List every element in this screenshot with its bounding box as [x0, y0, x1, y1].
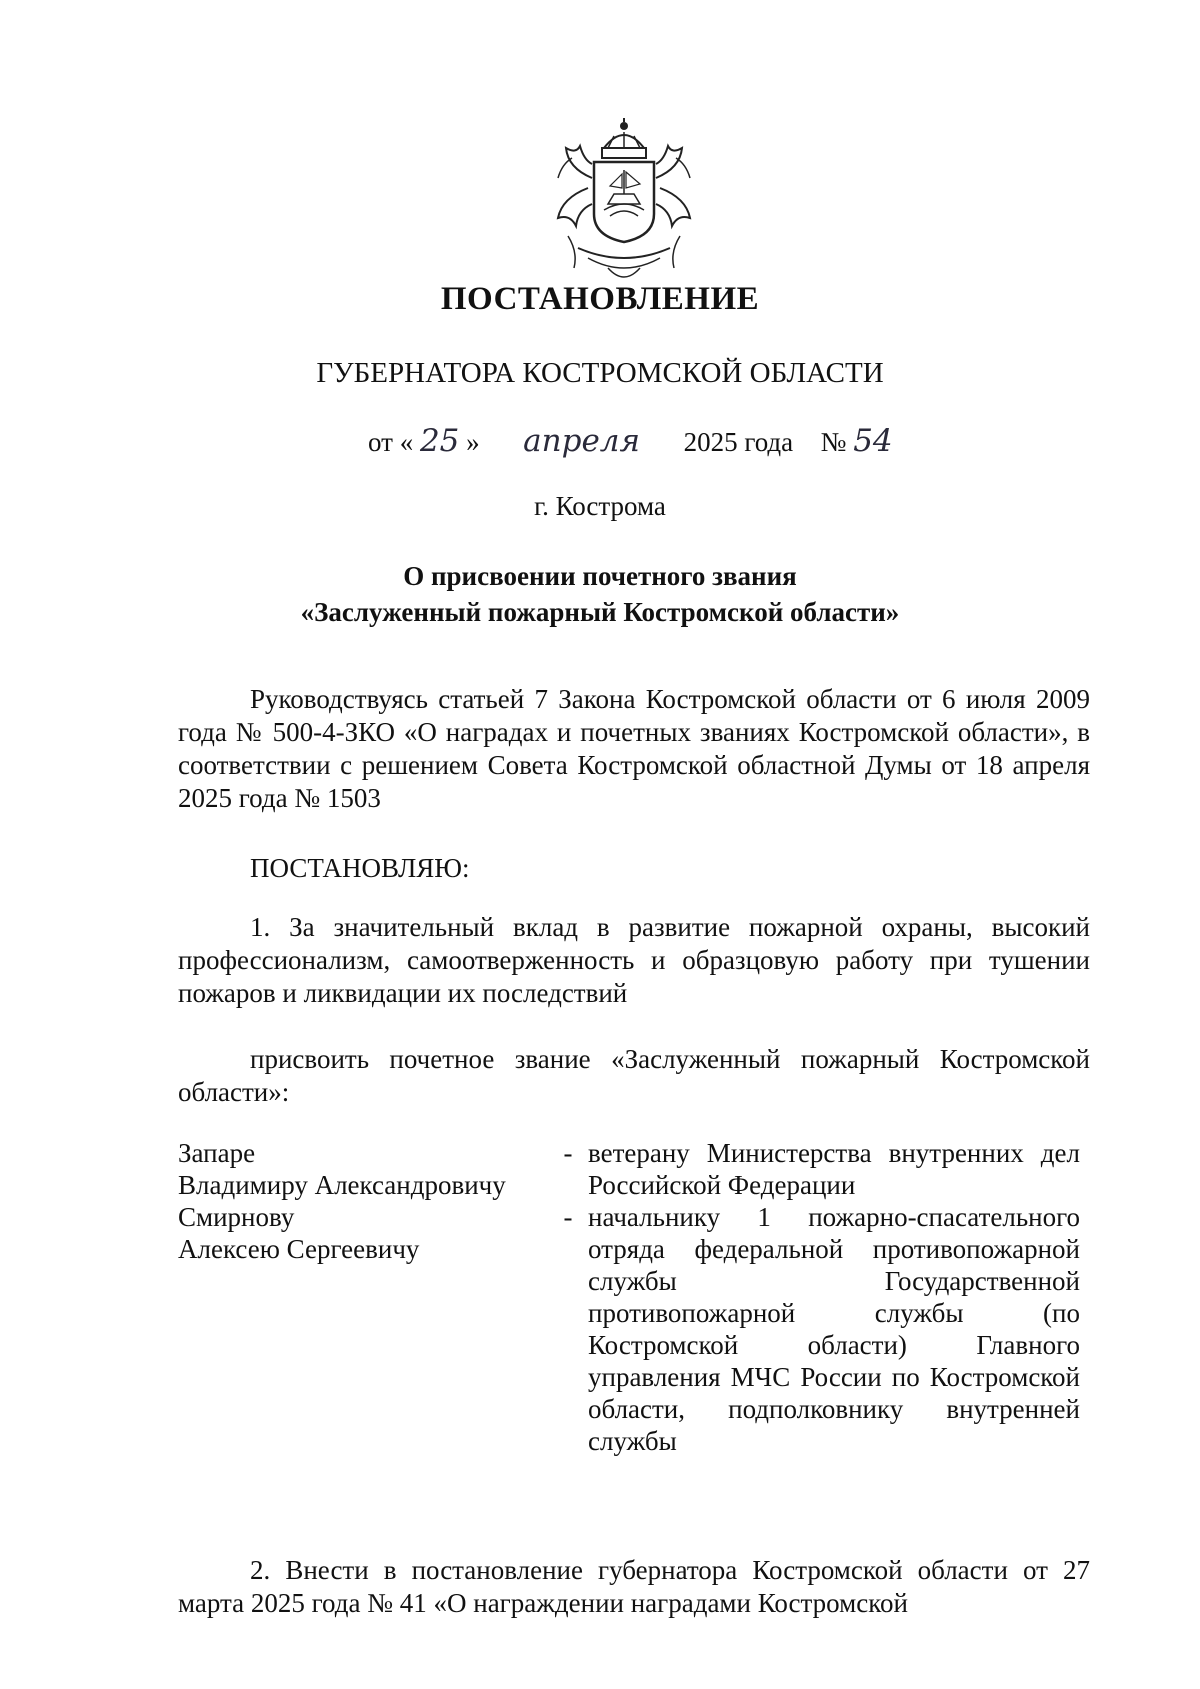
- coat-of-arms-emblem: [548, 118, 700, 290]
- item-2-paragraph: 2. Внести в постановление губернатора Костромской области от 27 марта 2025 года № 41 «О награждении наградами Костромской: [178, 1555, 1090, 1618]
- date-prefix: от «: [368, 427, 414, 457]
- awardee-position: начальнику 1 пожарно-спасательного отряда федеральной противопожарной службы Государственной противопожарной службы (по Костромской области) Главного управления МЧС России по Костромской области, подполковнику внутренней службы: [588, 1202, 1080, 1456]
- date-line: [368, 423, 893, 459]
- awardee-surname: Смирнову: [178, 1202, 295, 1232]
- dash: -: [563, 1202, 573, 1232]
- awardee-name: [178, 1137, 548, 1201]
- awardees-list: [178, 1137, 1090, 1457]
- heading-line-2: «Заслуженный пожарный Костромской области»: [300, 597, 900, 627]
- document-issuer: ГУБЕРНАТОРА КОСТРОМСКОЙ ОБЛАСТИ: [316, 357, 884, 389]
- document-title: ПОСТАНОВЛЕНИЕ: [440, 281, 760, 317]
- document-number-handwritten: 54: [853, 423, 893, 459]
- number-label: №: [820, 427, 847, 457]
- awardee-surname: Запаре: [178, 1138, 256, 1168]
- date-month-handwritten: апреля: [523, 423, 641, 459]
- awardee-given-names: Алексею Сергеевичу: [178, 1234, 420, 1264]
- preamble-paragraph: Руководствуясь статьей 7 Закона Костромской области от 6 июля 2009 года № 500-4-ЗКО «О наградах и почетных званиях Костромской области», в соответствии с решением Совета Костромской областной Думы от 18 апреля 2025 года № 1503: [178, 684, 1090, 813]
- date-day-handwritten: 25: [419, 423, 460, 459]
- dash: -: [563, 1138, 573, 1168]
- awardee-name: [178, 1201, 548, 1457]
- document-heading: [0, 558, 1200, 630]
- item-1-award-paragraph: присвоить почетное звание «Заслуженный пожарный Костромской области»:: [178, 1044, 1090, 1107]
- heading-line-1: О присвоении почетного звания: [403, 561, 797, 591]
- city-line: г. Кострома: [534, 491, 666, 521]
- date-day-close: »: [466, 427, 480, 457]
- awardee-given-names: Владимиру Александровичу: [178, 1170, 506, 1200]
- awardee-position: ветерану Министерства внутренних дел Российской Федерации: [588, 1138, 1080, 1200]
- decree-word: ПОСТАНОВЛЯЮ:: [250, 853, 470, 883]
- date-year: 2025 года: [683, 427, 794, 457]
- list-item: [178, 1137, 1090, 1201]
- item-1-paragraph: 1. За значительный вклад в развитие пожарной охраны, высокий профессионализм, самоотверженность и образцовую работу при тушении пожаров и ликвидации их последствий: [178, 912, 1090, 1008]
- list-item: [178, 1201, 1090, 1457]
